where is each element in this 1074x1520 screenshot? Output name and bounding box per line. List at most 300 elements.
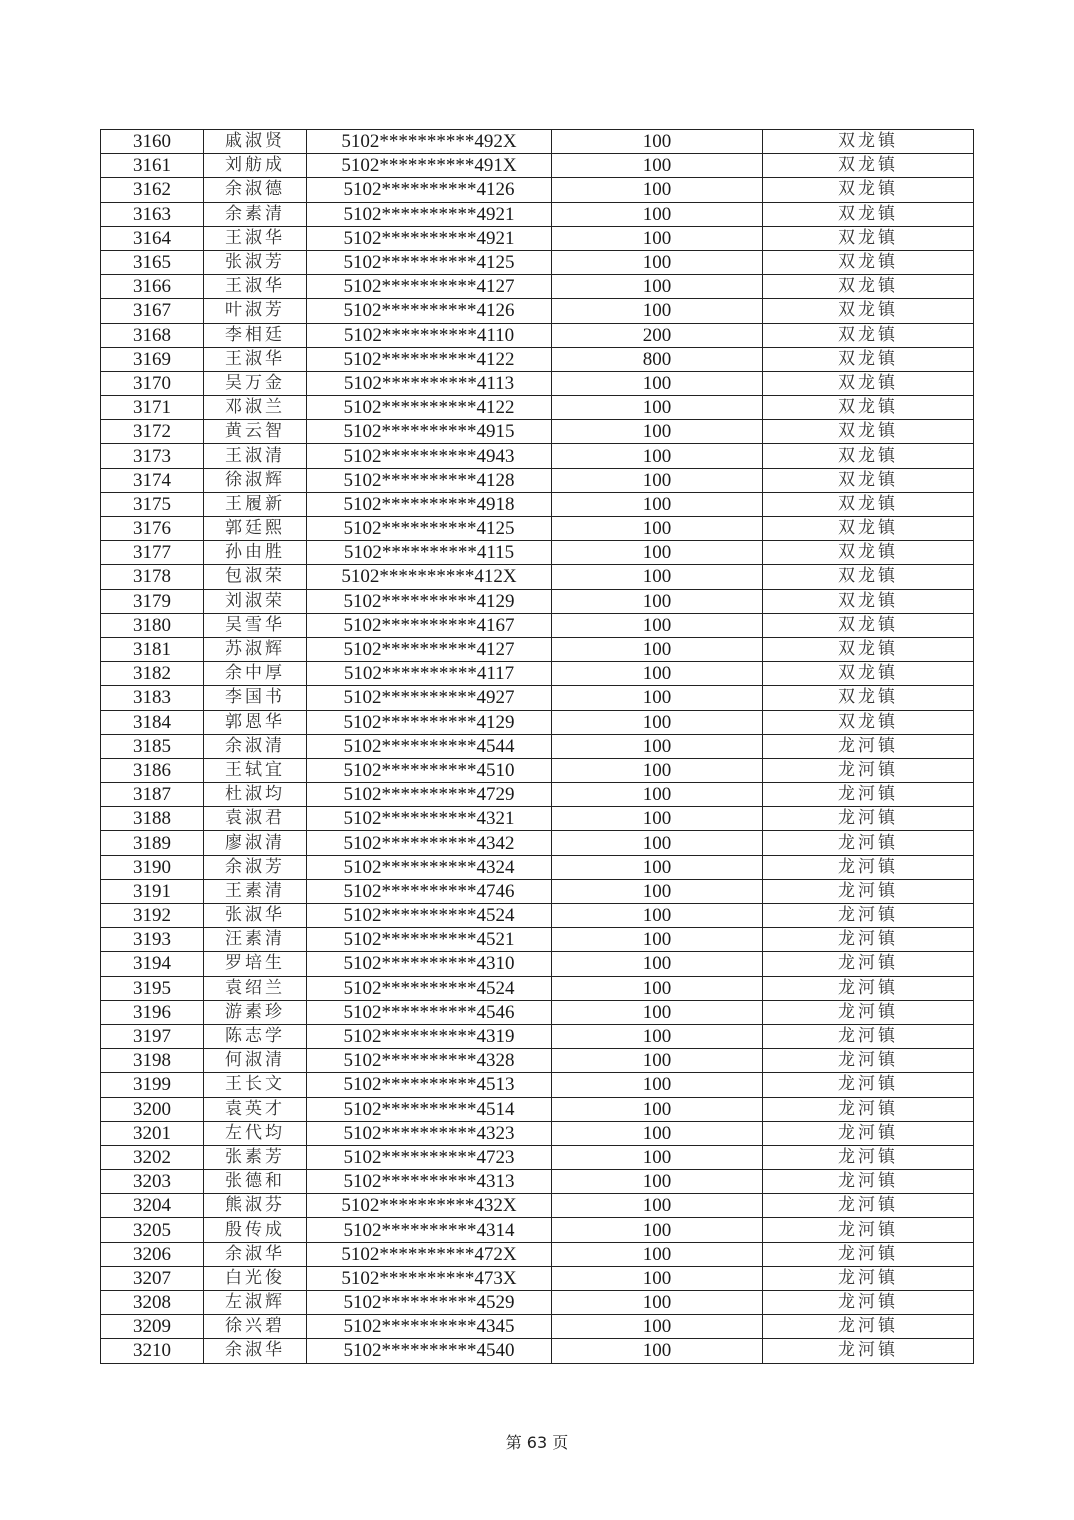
town-cell: 双龙镇 xyxy=(763,250,974,274)
town-cell: 龙河镇 xyxy=(763,904,974,928)
name-cell: 王履新 xyxy=(204,492,307,516)
name-cell: 游素珍 xyxy=(204,1000,307,1024)
table-row xyxy=(101,783,974,807)
subsidy-table xyxy=(100,129,974,1364)
table-row xyxy=(101,589,974,613)
row-number-cell: 3196 xyxy=(101,1000,204,1024)
name-cell: 张淑芳 xyxy=(204,250,307,274)
id-number-cell: 5102**********4510 xyxy=(307,758,552,782)
id-number-cell: 5102**********4921 xyxy=(307,202,552,226)
name-cell: 刘淑荣 xyxy=(204,589,307,613)
town-cell: 龙河镇 xyxy=(763,1170,974,1194)
town-cell: 双龙镇 xyxy=(763,444,974,468)
row-number-cell: 3164 xyxy=(101,226,204,250)
row-number-cell: 3190 xyxy=(101,855,204,879)
id-number-cell: 5102**********4521 xyxy=(307,928,552,952)
name-cell: 吴万金 xyxy=(204,371,307,395)
id-number-cell: 5102**********432X xyxy=(307,1194,552,1218)
town-cell: 龙河镇 xyxy=(763,1242,974,1266)
amount-cell: 100 xyxy=(552,710,763,734)
id-number-cell: 5102**********4129 xyxy=(307,710,552,734)
amount-cell: 100 xyxy=(552,589,763,613)
town-cell: 双龙镇 xyxy=(763,226,974,250)
table-row xyxy=(101,831,974,855)
row-number-cell: 3203 xyxy=(101,1170,204,1194)
row-number-cell: 3205 xyxy=(101,1218,204,1242)
name-cell: 王淑清 xyxy=(204,444,307,468)
id-number-cell: 5102**********4314 xyxy=(307,1218,552,1242)
amount-cell: 100 xyxy=(552,275,763,299)
town-cell: 龙河镇 xyxy=(763,783,974,807)
town-cell: 龙河镇 xyxy=(763,807,974,831)
row-number-cell: 3202 xyxy=(101,1145,204,1169)
name-cell: 王淑华 xyxy=(204,226,307,250)
amount-cell: 100 xyxy=(552,1073,763,1097)
table-row xyxy=(101,226,974,250)
row-number-cell: 3161 xyxy=(101,154,204,178)
name-cell: 徐兴碧 xyxy=(204,1315,307,1339)
name-cell: 余淑华 xyxy=(204,1242,307,1266)
row-number-cell: 3181 xyxy=(101,637,204,661)
name-cell: 邓淑兰 xyxy=(204,396,307,420)
name-cell: 白光俊 xyxy=(204,1266,307,1290)
row-number-cell: 3163 xyxy=(101,202,204,226)
id-number-cell: 5102**********4115 xyxy=(307,541,552,565)
table-row xyxy=(101,1073,974,1097)
town-cell: 龙河镇 xyxy=(763,1194,974,1218)
name-cell: 孙由胜 xyxy=(204,541,307,565)
town-cell: 龙河镇 xyxy=(763,1000,974,1024)
amount-cell: 100 xyxy=(552,1121,763,1145)
amount-cell: 100 xyxy=(552,371,763,395)
amount-cell: 100 xyxy=(552,904,763,928)
id-number-cell: 5102**********4125 xyxy=(307,517,552,541)
id-number-cell: 5102**********4122 xyxy=(307,396,552,420)
name-cell: 吴雪华 xyxy=(204,613,307,637)
table-row xyxy=(101,1339,974,1363)
table-row xyxy=(101,758,974,782)
amount-cell: 100 xyxy=(552,178,763,202)
table-row xyxy=(101,1242,974,1266)
town-cell: 双龙镇 xyxy=(763,686,974,710)
name-cell: 王淑华 xyxy=(204,347,307,371)
table-row xyxy=(101,637,974,661)
row-number-cell: 3177 xyxy=(101,541,204,565)
id-number-cell: 5102**********4918 xyxy=(307,492,552,516)
amount-cell: 100 xyxy=(552,807,763,831)
id-number-cell: 5102**********4129 xyxy=(307,589,552,613)
town-cell: 双龙镇 xyxy=(763,420,974,444)
amount-cell: 100 xyxy=(552,299,763,323)
row-number-cell: 3188 xyxy=(101,807,204,831)
table-row xyxy=(101,444,974,468)
amount-cell: 100 xyxy=(552,1145,763,1169)
town-cell: 双龙镇 xyxy=(763,492,974,516)
row-number-cell: 3209 xyxy=(101,1315,204,1339)
id-number-cell: 5102**********4513 xyxy=(307,1073,552,1097)
name-cell: 余淑芳 xyxy=(204,855,307,879)
amount-cell: 100 xyxy=(552,517,763,541)
amount-cell: 100 xyxy=(552,613,763,637)
name-cell: 左淑辉 xyxy=(204,1291,307,1315)
town-cell: 双龙镇 xyxy=(763,347,974,371)
id-number-cell: 5102**********473X xyxy=(307,1266,552,1290)
row-number-cell: 3172 xyxy=(101,420,204,444)
id-number-cell: 5102**********4540 xyxy=(307,1339,552,1363)
row-number-cell: 3210 xyxy=(101,1339,204,1363)
row-number-cell: 3204 xyxy=(101,1194,204,1218)
table-row xyxy=(101,613,974,637)
name-cell: 包淑荣 xyxy=(204,565,307,589)
name-cell: 张素芳 xyxy=(204,1145,307,1169)
table-row xyxy=(101,662,974,686)
id-number-cell: 5102**********4529 xyxy=(307,1291,552,1315)
amount-cell: 100 xyxy=(552,662,763,686)
table-row xyxy=(101,1097,974,1121)
name-cell: 黄云智 xyxy=(204,420,307,444)
table-row xyxy=(101,1121,974,1145)
town-cell: 双龙镇 xyxy=(763,517,974,541)
table-row xyxy=(101,492,974,516)
table-row xyxy=(101,1000,974,1024)
town-cell: 龙河镇 xyxy=(763,879,974,903)
id-number-cell: 5102**********4328 xyxy=(307,1049,552,1073)
row-number-cell: 3167 xyxy=(101,299,204,323)
table-row xyxy=(101,904,974,928)
table-row xyxy=(101,347,974,371)
name-cell: 张淑华 xyxy=(204,904,307,928)
amount-cell: 100 xyxy=(552,855,763,879)
table-row xyxy=(101,275,974,299)
amount-cell: 100 xyxy=(552,202,763,226)
table-row xyxy=(101,130,974,154)
row-number-cell: 3191 xyxy=(101,879,204,903)
name-cell: 徐淑辉 xyxy=(204,468,307,492)
amount-cell: 100 xyxy=(552,492,763,516)
row-number-cell: 3176 xyxy=(101,517,204,541)
name-cell: 戚淑贤 xyxy=(204,130,307,154)
town-cell: 龙河镇 xyxy=(763,1291,974,1315)
row-number-cell: 3192 xyxy=(101,904,204,928)
town-cell: 双龙镇 xyxy=(763,371,974,395)
amount-cell: 100 xyxy=(552,396,763,420)
row-number-cell: 3195 xyxy=(101,976,204,1000)
town-cell: 双龙镇 xyxy=(763,565,974,589)
amount-cell: 100 xyxy=(552,952,763,976)
name-cell: 袁英才 xyxy=(204,1097,307,1121)
amount-cell: 100 xyxy=(552,976,763,1000)
town-cell: 龙河镇 xyxy=(763,1266,974,1290)
amount-cell: 100 xyxy=(552,831,763,855)
town-cell: 龙河镇 xyxy=(763,1218,974,1242)
table-row xyxy=(101,686,974,710)
table-row xyxy=(101,734,974,758)
row-number-cell: 3184 xyxy=(101,710,204,734)
row-number-cell: 3182 xyxy=(101,662,204,686)
row-number-cell: 3207 xyxy=(101,1266,204,1290)
amount-cell: 100 xyxy=(552,879,763,903)
town-cell: 龙河镇 xyxy=(763,758,974,782)
table-row xyxy=(101,541,974,565)
table-row xyxy=(101,250,974,274)
id-number-cell: 5102**********4117 xyxy=(307,662,552,686)
town-cell: 龙河镇 xyxy=(763,1097,974,1121)
name-cell: 罗培生 xyxy=(204,952,307,976)
table-row xyxy=(101,1218,974,1242)
table-row xyxy=(101,1266,974,1290)
amount-cell: 100 xyxy=(552,226,763,250)
id-number-cell: 5102**********4524 xyxy=(307,976,552,1000)
name-cell: 余淑华 xyxy=(204,1339,307,1363)
amount-cell: 100 xyxy=(552,154,763,178)
town-cell: 双龙镇 xyxy=(763,154,974,178)
town-cell: 龙河镇 xyxy=(763,1073,974,1097)
id-number-cell: 5102**********4915 xyxy=(307,420,552,444)
amount-cell: 100 xyxy=(552,1097,763,1121)
id-number-cell: 5102**********4122 xyxy=(307,347,552,371)
row-number-cell: 3186 xyxy=(101,758,204,782)
amount-cell: 100 xyxy=(552,1242,763,1266)
table-row xyxy=(101,928,974,952)
table-row xyxy=(101,976,974,1000)
row-number-cell: 3166 xyxy=(101,275,204,299)
amount-cell: 100 xyxy=(552,541,763,565)
row-number-cell: 3189 xyxy=(101,831,204,855)
amount-cell: 100 xyxy=(552,1049,763,1073)
table-row xyxy=(101,420,974,444)
name-cell: 熊淑芬 xyxy=(204,1194,307,1218)
amount-cell: 200 xyxy=(552,323,763,347)
amount-cell: 100 xyxy=(552,1339,763,1363)
amount-cell: 100 xyxy=(552,1291,763,1315)
name-cell: 殷传成 xyxy=(204,1218,307,1242)
town-cell: 龙河镇 xyxy=(763,1024,974,1048)
table-row xyxy=(101,202,974,226)
id-number-cell: 5102**********4127 xyxy=(307,275,552,299)
town-cell: 龙河镇 xyxy=(763,952,974,976)
amount-cell: 100 xyxy=(552,444,763,468)
table-row xyxy=(101,1145,974,1169)
name-cell: 郭廷熙 xyxy=(204,517,307,541)
row-number-cell: 3208 xyxy=(101,1291,204,1315)
town-cell: 双龙镇 xyxy=(763,613,974,637)
row-number-cell: 3170 xyxy=(101,371,204,395)
table-row xyxy=(101,565,974,589)
town-cell: 双龙镇 xyxy=(763,637,974,661)
town-cell: 龙河镇 xyxy=(763,976,974,1000)
name-cell: 刘舫成 xyxy=(204,154,307,178)
id-number-cell: 5102**********4746 xyxy=(307,879,552,903)
id-number-cell: 5102**********4127 xyxy=(307,637,552,661)
table-row xyxy=(101,178,974,202)
row-number-cell: 3171 xyxy=(101,396,204,420)
id-number-cell: 5102**********4324 xyxy=(307,855,552,879)
town-cell: 龙河镇 xyxy=(763,831,974,855)
row-number-cell: 3193 xyxy=(101,928,204,952)
row-number-cell: 3187 xyxy=(101,783,204,807)
name-cell: 何淑清 xyxy=(204,1049,307,1073)
amount-cell: 100 xyxy=(552,420,763,444)
id-number-cell: 5102**********4524 xyxy=(307,904,552,928)
name-cell: 杜淑均 xyxy=(204,783,307,807)
page-number: 第 63 页 xyxy=(505,1433,569,1452)
name-cell: 叶淑芳 xyxy=(204,299,307,323)
name-cell: 陈志学 xyxy=(204,1024,307,1048)
name-cell: 苏淑辉 xyxy=(204,637,307,661)
name-cell: 余素清 xyxy=(204,202,307,226)
table-row xyxy=(101,1315,974,1339)
town-cell: 双龙镇 xyxy=(763,202,974,226)
row-number-cell: 3160 xyxy=(101,130,204,154)
id-number-cell: 5102**********4514 xyxy=(307,1097,552,1121)
table-row xyxy=(101,1049,974,1073)
name-cell: 王素清 xyxy=(204,879,307,903)
table-row xyxy=(101,371,974,395)
id-number-cell: 5102**********4126 xyxy=(307,178,552,202)
row-number-cell: 3197 xyxy=(101,1024,204,1048)
id-number-cell: 5102**********4126 xyxy=(307,299,552,323)
town-cell: 双龙镇 xyxy=(763,130,974,154)
town-cell: 龙河镇 xyxy=(763,1121,974,1145)
name-cell: 余淑清 xyxy=(204,734,307,758)
row-number-cell: 3185 xyxy=(101,734,204,758)
town-cell: 双龙镇 xyxy=(763,662,974,686)
town-cell: 双龙镇 xyxy=(763,323,974,347)
id-number-cell: 5102**********4921 xyxy=(307,226,552,250)
id-number-cell: 5102**********4723 xyxy=(307,1145,552,1169)
amount-cell: 100 xyxy=(552,637,763,661)
name-cell: 王淑华 xyxy=(204,275,307,299)
town-cell: 龙河镇 xyxy=(763,855,974,879)
name-cell: 王轼宜 xyxy=(204,758,307,782)
amount-cell: 100 xyxy=(552,565,763,589)
id-number-cell: 5102**********4113 xyxy=(307,371,552,395)
table-row xyxy=(101,299,974,323)
row-number-cell: 3162 xyxy=(101,178,204,202)
id-number-cell: 5102**********4342 xyxy=(307,831,552,855)
row-number-cell: 3183 xyxy=(101,686,204,710)
name-cell: 袁绍兰 xyxy=(204,976,307,1000)
table-row xyxy=(101,396,974,420)
id-number-cell: 5102**********4323 xyxy=(307,1121,552,1145)
row-number-cell: 3175 xyxy=(101,492,204,516)
row-number-cell: 3173 xyxy=(101,444,204,468)
id-number-cell: 5102**********4110 xyxy=(307,323,552,347)
table-row xyxy=(101,323,974,347)
id-number-cell: 5102**********4310 xyxy=(307,952,552,976)
town-cell: 龙河镇 xyxy=(763,928,974,952)
table-body xyxy=(101,130,974,1364)
table-row xyxy=(101,879,974,903)
id-number-cell: 5102**********4544 xyxy=(307,734,552,758)
amount-cell: 100 xyxy=(552,250,763,274)
row-number-cell: 3165 xyxy=(101,250,204,274)
id-number-cell: 5102**********472X xyxy=(307,1242,552,1266)
amount-cell: 100 xyxy=(552,1266,763,1290)
name-cell: 李国书 xyxy=(204,686,307,710)
id-number-cell: 5102**********492X xyxy=(307,130,552,154)
amount-cell: 100 xyxy=(552,1024,763,1048)
id-number-cell: 5102**********4128 xyxy=(307,468,552,492)
town-cell: 双龙镇 xyxy=(763,178,974,202)
row-number-cell: 3201 xyxy=(101,1121,204,1145)
town-cell: 双龙镇 xyxy=(763,275,974,299)
name-cell: 余中厚 xyxy=(204,662,307,686)
amount-cell: 100 xyxy=(552,928,763,952)
town-cell: 龙河镇 xyxy=(763,734,974,758)
id-number-cell: 5102**********412X xyxy=(307,565,552,589)
row-number-cell: 3178 xyxy=(101,565,204,589)
name-cell: 郭恩华 xyxy=(204,710,307,734)
name-cell: 廖淑清 xyxy=(204,831,307,855)
town-cell: 双龙镇 xyxy=(763,468,974,492)
table-row xyxy=(101,1024,974,1048)
name-cell: 王长文 xyxy=(204,1073,307,1097)
row-number-cell: 3194 xyxy=(101,952,204,976)
row-number-cell: 3198 xyxy=(101,1049,204,1073)
id-number-cell: 5102**********4167 xyxy=(307,613,552,637)
town-cell: 双龙镇 xyxy=(763,396,974,420)
amount-cell: 100 xyxy=(552,1194,763,1218)
name-cell: 余淑德 xyxy=(204,178,307,202)
id-number-cell: 5102**********4321 xyxy=(307,807,552,831)
table-row xyxy=(101,855,974,879)
amount-cell: 100 xyxy=(552,734,763,758)
town-cell: 双龙镇 xyxy=(763,541,974,565)
id-number-cell: 5102**********491X xyxy=(307,154,552,178)
town-cell: 龙河镇 xyxy=(763,1145,974,1169)
amount-cell: 100 xyxy=(552,758,763,782)
table-row xyxy=(101,1194,974,1218)
id-number-cell: 5102**********4546 xyxy=(307,1000,552,1024)
id-number-cell: 5102**********4313 xyxy=(307,1170,552,1194)
table-row xyxy=(101,154,974,178)
town-cell: 双龙镇 xyxy=(763,710,974,734)
table-row xyxy=(101,807,974,831)
row-number-cell: 3168 xyxy=(101,323,204,347)
town-cell: 龙河镇 xyxy=(763,1339,974,1363)
id-number-cell: 5102**********4927 xyxy=(307,686,552,710)
id-number-cell: 5102**********4125 xyxy=(307,250,552,274)
amount-cell: 100 xyxy=(552,468,763,492)
name-cell: 袁淑君 xyxy=(204,807,307,831)
amount-cell: 100 xyxy=(552,1315,763,1339)
row-number-cell: 3199 xyxy=(101,1073,204,1097)
amount-cell: 800 xyxy=(552,347,763,371)
id-number-cell: 5102**********4943 xyxy=(307,444,552,468)
town-cell: 双龙镇 xyxy=(763,299,974,323)
table-row xyxy=(101,468,974,492)
id-number-cell: 5102**********4319 xyxy=(307,1024,552,1048)
town-cell: 龙河镇 xyxy=(763,1049,974,1073)
table-row xyxy=(101,517,974,541)
row-number-cell: 3200 xyxy=(101,1097,204,1121)
table-row xyxy=(101,710,974,734)
amount-cell: 100 xyxy=(552,1000,763,1024)
town-cell: 龙河镇 xyxy=(763,1315,974,1339)
id-number-cell: 5102**********4729 xyxy=(307,783,552,807)
row-number-cell: 3174 xyxy=(101,468,204,492)
table-row xyxy=(101,952,974,976)
amount-cell: 100 xyxy=(552,686,763,710)
amount-cell: 100 xyxy=(552,1170,763,1194)
amount-cell: 100 xyxy=(552,1218,763,1242)
id-number-cell: 5102**********4345 xyxy=(307,1315,552,1339)
row-number-cell: 3179 xyxy=(101,589,204,613)
name-cell: 汪素清 xyxy=(204,928,307,952)
name-cell: 张德和 xyxy=(204,1170,307,1194)
name-cell: 李相廷 xyxy=(204,323,307,347)
